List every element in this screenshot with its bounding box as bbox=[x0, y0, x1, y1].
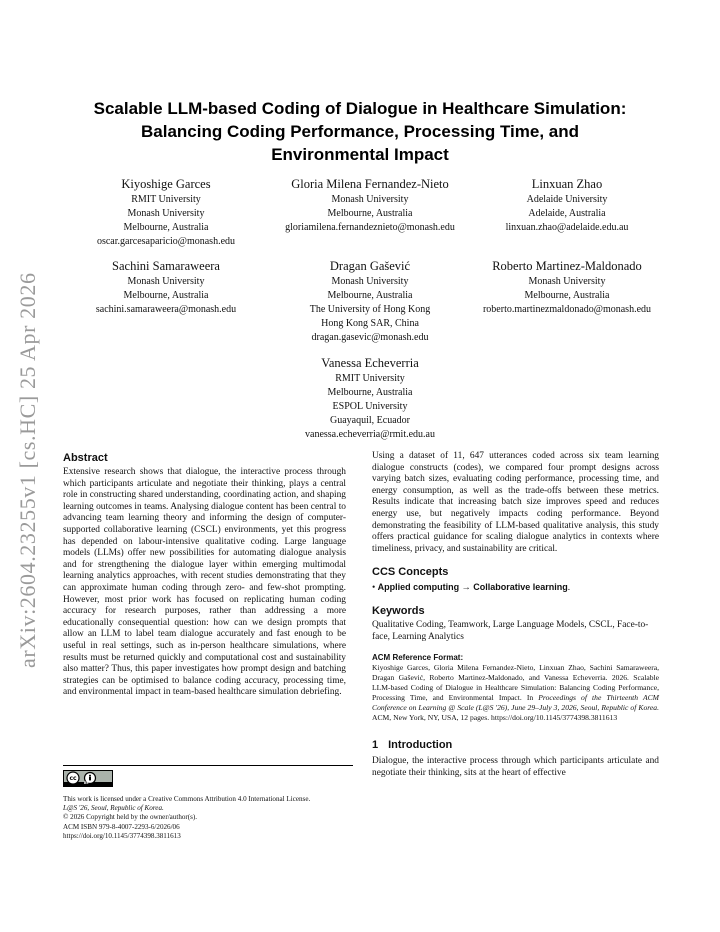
svg-text:cc: cc bbox=[69, 775, 77, 783]
cc-badge-label: BY bbox=[84, 780, 90, 785]
license-line: © 2026 Copyright held by the owner/author(s). bbox=[63, 813, 198, 822]
acm-reference-text bbox=[372, 663, 659, 724]
license-block bbox=[63, 765, 353, 841]
author-block bbox=[268, 258, 472, 345]
author-block bbox=[268, 176, 472, 235]
affiliation-line: Guayaquil, Ecuador bbox=[330, 415, 410, 426]
cc-by-badge[interactable] bbox=[63, 770, 113, 787]
affiliation-line: Melbourne, Australia bbox=[327, 290, 413, 301]
ccs-heading: CCS Concepts bbox=[372, 566, 449, 579]
author-email[interactable]: sachini.samaraweera@monash.edu bbox=[95, 304, 237, 315]
author-email[interactable]: vanessa.echeverria@rmit.edu.au bbox=[305, 429, 435, 440]
ccs-concepts bbox=[372, 581, 659, 594]
introduction-text: Dialogue, the interactive process through which participants articulate and negotiate their thinking, sits at the heart of effective bbox=[372, 756, 659, 778]
title-line: Scalable LLM-based Coding of Dialogue in Healthcare Simulation: bbox=[93, 99, 627, 118]
affiliation-line: Monash University bbox=[331, 194, 409, 205]
author-name: Linxuan Zhao bbox=[531, 177, 603, 191]
affiliation-line: Melbourne, Australia bbox=[123, 222, 209, 233]
footnote-rule bbox=[63, 765, 353, 766]
reference-venue: Proceedings of the Thirteenth ACM Conference on Learning @ Scale (L@S '26), June 29–July 3, 2026, Seoul, Republic of Korea. bbox=[372, 692, 659, 712]
author-block bbox=[268, 355, 472, 442]
license-line: This work is licensed under a Creative Commons Attribution 4.0 International License. bbox=[63, 795, 311, 803]
abstract-text: Extensive research shows that dialogue, the interactive process through which participants articulate and negotiate their thinking, plays a central role in constructing shared understanding, coordinating action, and shaping learning outcomes in teams. Analysing dialogue content has been central to advancing team learning theory and informing the design of computer-supported collaborative learning (CSCL) environments, yet this progress has depended on labour-intensive qualitative coding. Large language models (LLMs) offer new possibilities for automating dialogue analysis and for strengthening the dialogue layer within emerging multimodal learning analytics approaches, with recent studies demonstrating that they can approximate human coding through zero- and few-shot prompting. However, most prior work has focused on replicating human coding accuracy for research purposes, rather than addressing a more educationally consequential question: how can we design prompts that allow an LLM to label team dialogue accurately and fast enough to be useful in real settings, such as in-person healthcare simulations, where results must be returned quickly and computational cost and sustainability also matter? Thus, this paper investigates how prompt design and batching strategies can be optimised to balance coding accuracy, processing time, and environmental impact in team-based healthcare simulation debriefing. bbox=[63, 467, 346, 698]
author-block bbox=[473, 176, 661, 235]
ccs-subconcept: Collaborative learning bbox=[473, 582, 568, 593]
section-number: 1 bbox=[372, 739, 379, 752]
author-name: Kiyoshige Garces bbox=[121, 177, 211, 191]
affiliation-line: Adelaide University bbox=[526, 194, 608, 205]
affiliation-line: RMIT University bbox=[131, 194, 201, 205]
author-email[interactable]: oscar.garcesaparicio@monash.edu bbox=[96, 236, 236, 247]
author-name: Roberto Martinez-Maldonado bbox=[492, 259, 642, 273]
title-line: Environmental Impact bbox=[271, 145, 449, 164]
author-block bbox=[63, 258, 269, 317]
affiliation-line: RMIT University bbox=[335, 373, 405, 384]
title-line: Balancing Coding Performance, Processing Time, and bbox=[140, 122, 579, 141]
author-email[interactable]: roberto.martinezmaldonado@monash.edu bbox=[482, 304, 652, 315]
section-title: Introduction bbox=[388, 739, 453, 752]
keywords-heading: Keywords bbox=[372, 605, 425, 618]
affiliation-line: Melbourne, Australia bbox=[327, 387, 413, 398]
right-column bbox=[372, 451, 659, 779]
ccs-concept: Applied computing bbox=[377, 582, 460, 593]
affiliation-line: Monash University bbox=[127, 276, 205, 287]
affiliation-line: Melbourne, Australia bbox=[524, 290, 610, 301]
license-doi-link[interactable]: https://doi.org/10.1145/3774398.3811613 bbox=[63, 831, 181, 840]
introduction-heading bbox=[372, 738, 659, 752]
left-column bbox=[63, 451, 346, 699]
affiliation-line: ESPOL University bbox=[332, 401, 408, 412]
abstract-text-continued: Using a dataset of 11, 647 utterances coded across six team learning dialogue constructs (codes), we compared four prompt designs across varying batch sizes, evaluating coding performance, processing time, and energy consumption, as well as the trade-offs between these metrics. Results indicate that increasing batch size improves speed and reduces energy use, but negatively impacts coding performance. Beyond demonstrating the feasibility of LLM-based qualitative analysis, this study offers practical guidance for scaling dialogue analytics in contexts where timeliness, privacy, and sustainability are critical. bbox=[372, 451, 659, 554]
author-block bbox=[63, 176, 269, 249]
ccs-end: . bbox=[567, 583, 571, 594]
author-name: Gloria Milena Fernandez-Nieto bbox=[291, 177, 449, 191]
author-email[interactable]: linxuan.zhao@adelaide.edu.au bbox=[505, 222, 629, 233]
reference-tail: ACM, New York, NY, USA, 12 pages. https://doi.org/10.1145/3774398.3811613 bbox=[372, 713, 618, 722]
reference-body: Kiyoshige Garces, Gloria Milena Fernandez-Nieto, Linxuan Zhao, Sachini Samaraweera, Dragan Gašević, Roberto Martinez-Maldonado, and Vanessa Echeverria. 2026. Scalable LLM-based Coding of Dialogue in Healthcare Simulation: Balancing Coding Performance, Processing Time, and Environmental Impact. In bbox=[372, 662, 659, 702]
author-name: Vanessa Echeverria bbox=[321, 356, 419, 370]
affiliation-line: Melbourne, Australia bbox=[327, 208, 413, 219]
license-line: ACM ISBN 979-8-4007-2293-6/2026/06 bbox=[63, 822, 180, 831]
author-block bbox=[460, 258, 674, 317]
affiliation-line: Hong Kong SAR, China bbox=[321, 318, 419, 329]
keywords-text: Qualitative Coding, Teamwork, Large Language Models, CSCL, Face-to-face, Learning Analytics bbox=[372, 620, 649, 642]
license-line: L@S '26, Seoul, Republic of Korea. bbox=[63, 804, 164, 813]
author-name: Dragan Gašević bbox=[329, 259, 411, 273]
affiliation-line: Monash University bbox=[331, 276, 409, 287]
ccs-arrow: → bbox=[461, 583, 471, 594]
acm-reference-heading: ACM Reference Format: bbox=[372, 652, 464, 662]
affiliation-line: The University of Hong Kong bbox=[309, 304, 431, 315]
affiliation-line: Monash University bbox=[528, 276, 606, 287]
author-name: Sachini Samaraweera bbox=[112, 259, 220, 273]
author-email[interactable]: gloriamilena.fernandeznieto@monash.edu bbox=[285, 222, 455, 233]
abstract-heading: Abstract bbox=[63, 452, 108, 464]
arxiv-stamp: arXiv:2604.23255v1 [cs.HC] 25 Apr 2026 bbox=[15, 272, 40, 668]
author-email[interactable]: dragan.gasevic@monash.edu bbox=[311, 332, 429, 343]
affiliation-line: Adelaide, Australia bbox=[528, 208, 606, 219]
affiliation-line: Melbourne, Australia bbox=[123, 290, 209, 301]
paper-title bbox=[50, 97, 670, 166]
affiliation-line: Monash University bbox=[127, 208, 205, 219]
ccs-bullet: • bbox=[372, 583, 376, 594]
